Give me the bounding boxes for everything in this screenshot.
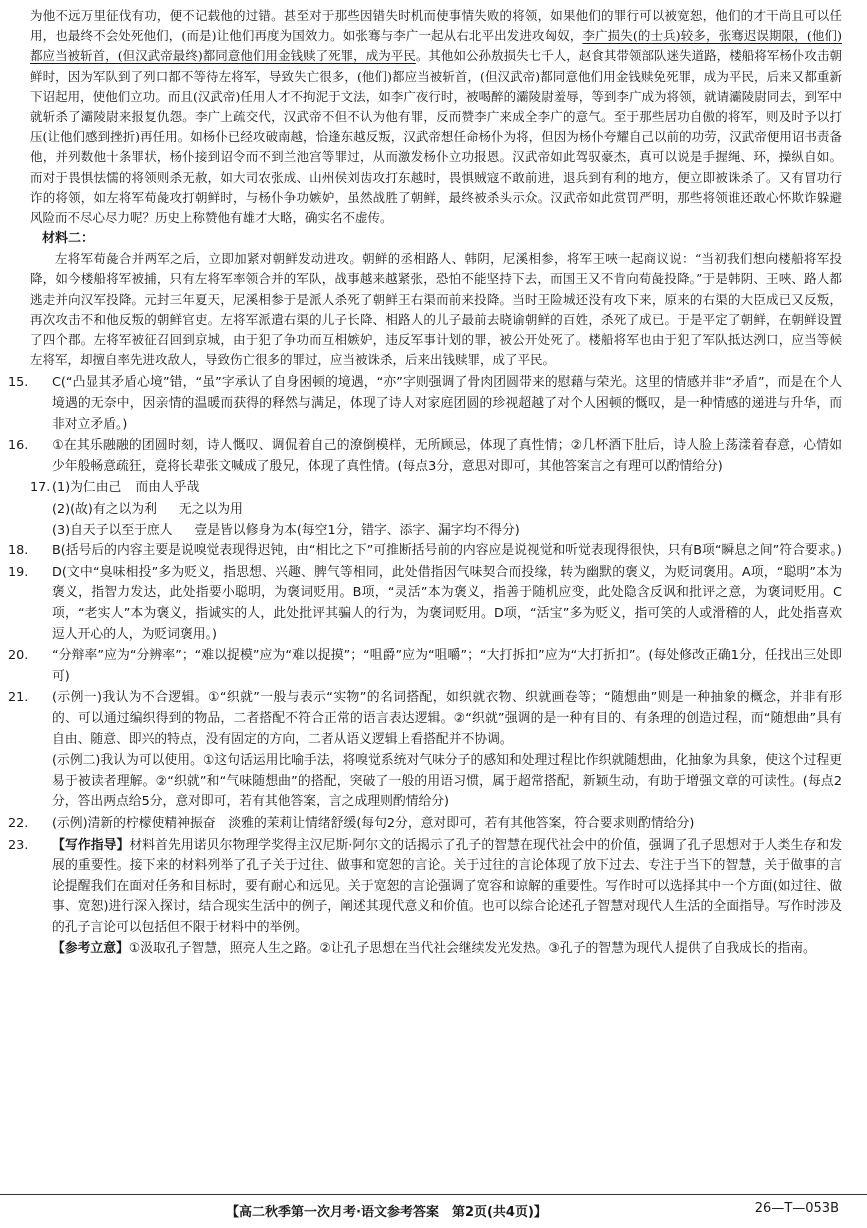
answer-22: 22. (示例)清新的柠檬使精神振奋 淡雅的茉莉让情绪舒缓(每句2分，意对即可，若有其他答案，符合要求则酌情给分) bbox=[8, 815, 695, 831]
answer-23-idea: 【参考立意】①汲取孔子智慧，照亮人生之路。②让孔子思想在当代社会继续发光发热。③孔子的智慧为现代人提供了自我成长的指南。 bbox=[52, 941, 816, 957]
reference-idea-label: 【参考立意】 bbox=[52, 941, 129, 957]
page-footer bbox=[0, 1194, 867, 1221]
translation-paragraph bbox=[30, 6, 842, 228]
material2-heading: 材料二： bbox=[42, 231, 95, 247]
answer-17-line2: (2)(故)有之以为利 无之以为用 bbox=[52, 502, 243, 518]
answer-16: 16. ①在其乐融融的团圆时刻，诗人慨叹、调侃着自己的潦倒模样，无所顾忌，体现了真性情；②几杯酒下肚后，诗人脸上荡漾着春意，心情如少年般畅意疏狂，竟将长辈张文喊成了殷兄，体现了真性情。(每点3分，意思对即可，其他答案言之有理可以酌情给分) bbox=[8, 438, 842, 474]
answer-20: 20. “分辩率”应为“分辨率”；“难以捉模”应为“难以捉摸”；“咀爵”应为“咀嚼”；“大打拆扣”应为“大打折扣”。(每处修改正确1分，任找出三处即可) bbox=[8, 648, 842, 684]
answer-page bbox=[8, 6, 842, 961]
translation-text: 为他不远万里征伐有功，便不记载他的过错。甚至对于那些因错失时机而使事情失败的将领，如果他们的罪行可以被宽恕，他们的才干尚且可以任用，也最终不会处死他们，(而是)让他们再度为国效力。如张骞与李广一起从右北平出发进攻匈奴， bbox=[30, 8, 842, 44]
footer-code: 26—T—053B bbox=[754, 1201, 839, 1216]
answer-list bbox=[8, 373, 842, 960]
material2-text: 左将军荀彘合并两军之后，立即加紧对朝鲜发动进攻。朝鲜的丞相路人、韩阴，尼溪相参，将军王唊一起商议说：“当初我们想向楼船将军投降，如今楼船将军被捕，只有左将军率领合并的军队，战事越来越紧张，恐怕不能坚持下去，而国王又不肯向荀彘投降。”于是韩阴、王唊、路人都逃走并向汉军投降。元封三年夏天，尼溪相参于是派人杀死了朝鲜王右渠而前来投降。当时王险城还没有攻下来，原来的右渠的大臣成已又反叛，再次攻击不和他反叛的朝鲜官吏。左将军派遣右渠的儿子长降、相路人的儿子最前去晓谕朝鲜的百姓，杀死了成已。于是平定了朝鲜，在朝鲜设置了四个郡。左将军被征召回到京城，由于犯了争功而互相嫉妒，违反军事计划的罪，被公开处死了。楼船将军也由于犯了军队抵达洌口，应当等候左将军，却擅自率先进攻敌人，导致伤亡很多的罪过，应当被诛杀，后来出钱赎罪，成了平民。 bbox=[30, 251, 842, 368]
answer-18: 18. B(括号后的内容主要是说嗅觉表现得迟钝，由“相比之下”可推断括号前的内容应是说视觉和听觉表现得很快，只有B项“瞬息之间”符合要求。) bbox=[8, 543, 842, 559]
writing-guide-label: 【写作指导】 bbox=[52, 837, 130, 853]
answer-17: 17. (1)为仁由己 而由人乎哉 bbox=[30, 480, 200, 496]
answer-21-example2: (示例二)我认为可以使用。①这句话运用比喻手法，将嗅觉系统对气味分子的感知和处理过程比作织就随想曲，化抽象为具象，使这个过程更易于被读者理解。②“织就”和“气味随想曲”的搭配，突破了一般的用语习惯，属于超常搭配，新颖生动，有助于增强文章的可读性。(每点2分，答出两点给5分，意对即可，若有其他答案，言之成理则酌情给分) bbox=[52, 753, 842, 810]
answer-15: 15. C(“凸显其矛盾心境”错，“虽”字承认了自身困顿的境遇，“亦”字则强调了骨肉团圆带来的慰藉与荣光。这里的情感并非“矛盾”，而是在个人境遇的无奈中，因亲情的温暖而获得的释然与满足，体现了诗人对家庭团圆的珍视超越了对个人困顿的慨叹，是一种情感的递进与升华，而非对立矛盾。) bbox=[8, 375, 842, 432]
footer-title: 【高二秋季第一次月考·语文参考答案 第2页(共4页)】 bbox=[226, 1205, 547, 1220]
answer-17-line3: (3)自天子以至于庶人 壹是皆以修身为本(每空1分，错字、添字、漏字均不得分) bbox=[52, 522, 520, 538]
underlined-translation: 李广损失(的士兵)较多，张骞迟误期限，(他们)都应当被斩首，(但汉武帝最终)都同意他们用金钱赎了死罪，成为平民 bbox=[30, 28, 842, 64]
answer-21: 21. (示例一)我认为不合逻辑。①“织就”一般与表示“实物”的名词搭配，如织就衣物、织就画卷等；“随想曲”则是一种抽象的概念，并非有形的、可以通过编织得到的物品，二者搭配不符合正常的语言表达逻辑。②“织就”强调的是一种有目的、有条理的创造过程，而“随想曲”具有自由、随意、即兴的特点，没有固定的方向，二者从语义逻辑上看搭配并不协调。 bbox=[8, 690, 842, 747]
answer-23: 23. 【写作指导】材料首先用诺贝尔物理学奖得主汉尼斯·阿尔文的话揭示了孔子的智慧在现代社会中的价值，强调了孔子思想对于人类生存和发展的重要性。接下来的材料列举了孔子关于过往、做事和宽恕的言论。关于过往的言论体现了放下过去、专注于当下的智慧，关于做事的言论提醒我们在面对任务和目标时，要有耐心和远见。关于宽恕的言论强调了宽容和谅解的重要性。写作时可以选择其中一个方面(如过往、做事、宽恕)进行深入探讨，结合现实生活中的例子，阐述其现代意义和价值。也可以综合论述孔子智慧对现代人生活的全面指导。写作时涉及的孔子言论可以包括但不限于材料中的举例。 bbox=[8, 837, 842, 935]
answer-19: 19. D(文中“臭味相投”多为贬义，指思想、兴趣、脾气等相同，此处借指因气味契合而投缘，转为幽默的褒义，为贬词褒用。A项，“聪明”本为褒义，指智力发达，此处指要小聪明，为褒词贬用。B项，“灵活”本为褒义，指善于随机应变，此处隐含反讽和批评之意，为褒词贬用。C项，“老实人”本为褒义，指诚实的人，此处批评其骗人的行为，为褒词贬用。D项，“活宝”多为贬义，指可笑的人或滑稽的人，此处指喜欢逗人开心的人，为贬词褒用。) bbox=[8, 564, 842, 642]
translation-text-cont: 。其他如公孙敖损失七千人，赵食其带领部队迷失道路，楼船将军杨仆攻击朝鲜时，因为军队到了列口都不等待左将军，导致失亡很多，(他们)都应当被斩首，(但汉武帝)都同意他们用金钱赎免死罪，成为平民，后来又都重新下诏起用，使他们立功。而且(汉武帝)任用人才不拘泥于文法，如李广夜行时，被喝醉的灞陵尉羞辱，等到李广成为将领，就请灞陵尉同去，到军中就斩杀了灞陵尉来报复仇怨。李广上疏交代，汉武帝不但不认为他有罪，反而赞李广来成全李广的意气。至于那些居功自傲的将军，则及时予以打压(让他们感到挫折)再任用。如杨仆已经攻破南越，恰逢东越反叛，汉武帝想任命杨仆为将，但因为杨仆夸耀自己以前的功劳，汉武帝便用诏书责备他，并列数他十条罪状，杨仆接到诏令而不到兰池宫等罪过，从而激发杨仆立功报恩。汉武帝如此驾驭豪杰，真可以说是手握绳、环，操纵自如。而对于畏惧怯懦的将领则杀无赦，如大司农张成、山州侯刘齿攻打东越时，畏惧贼寇不敢前进，退兵到有利的地方，便立即被诛杀了。又有冒功行诈的将领，如左将军荀彘攻打朝鲜时，与杨仆争功嫉妒，虽然战胜了朝鲜，最终被杀头示众。汉武帝如此赏罚严明，那些将领谁还敢心怀欺诈躲避风险而不尽心尽力呢？历史上称赞他有雄才大略，确实名不虚传。 bbox=[30, 48, 842, 226]
